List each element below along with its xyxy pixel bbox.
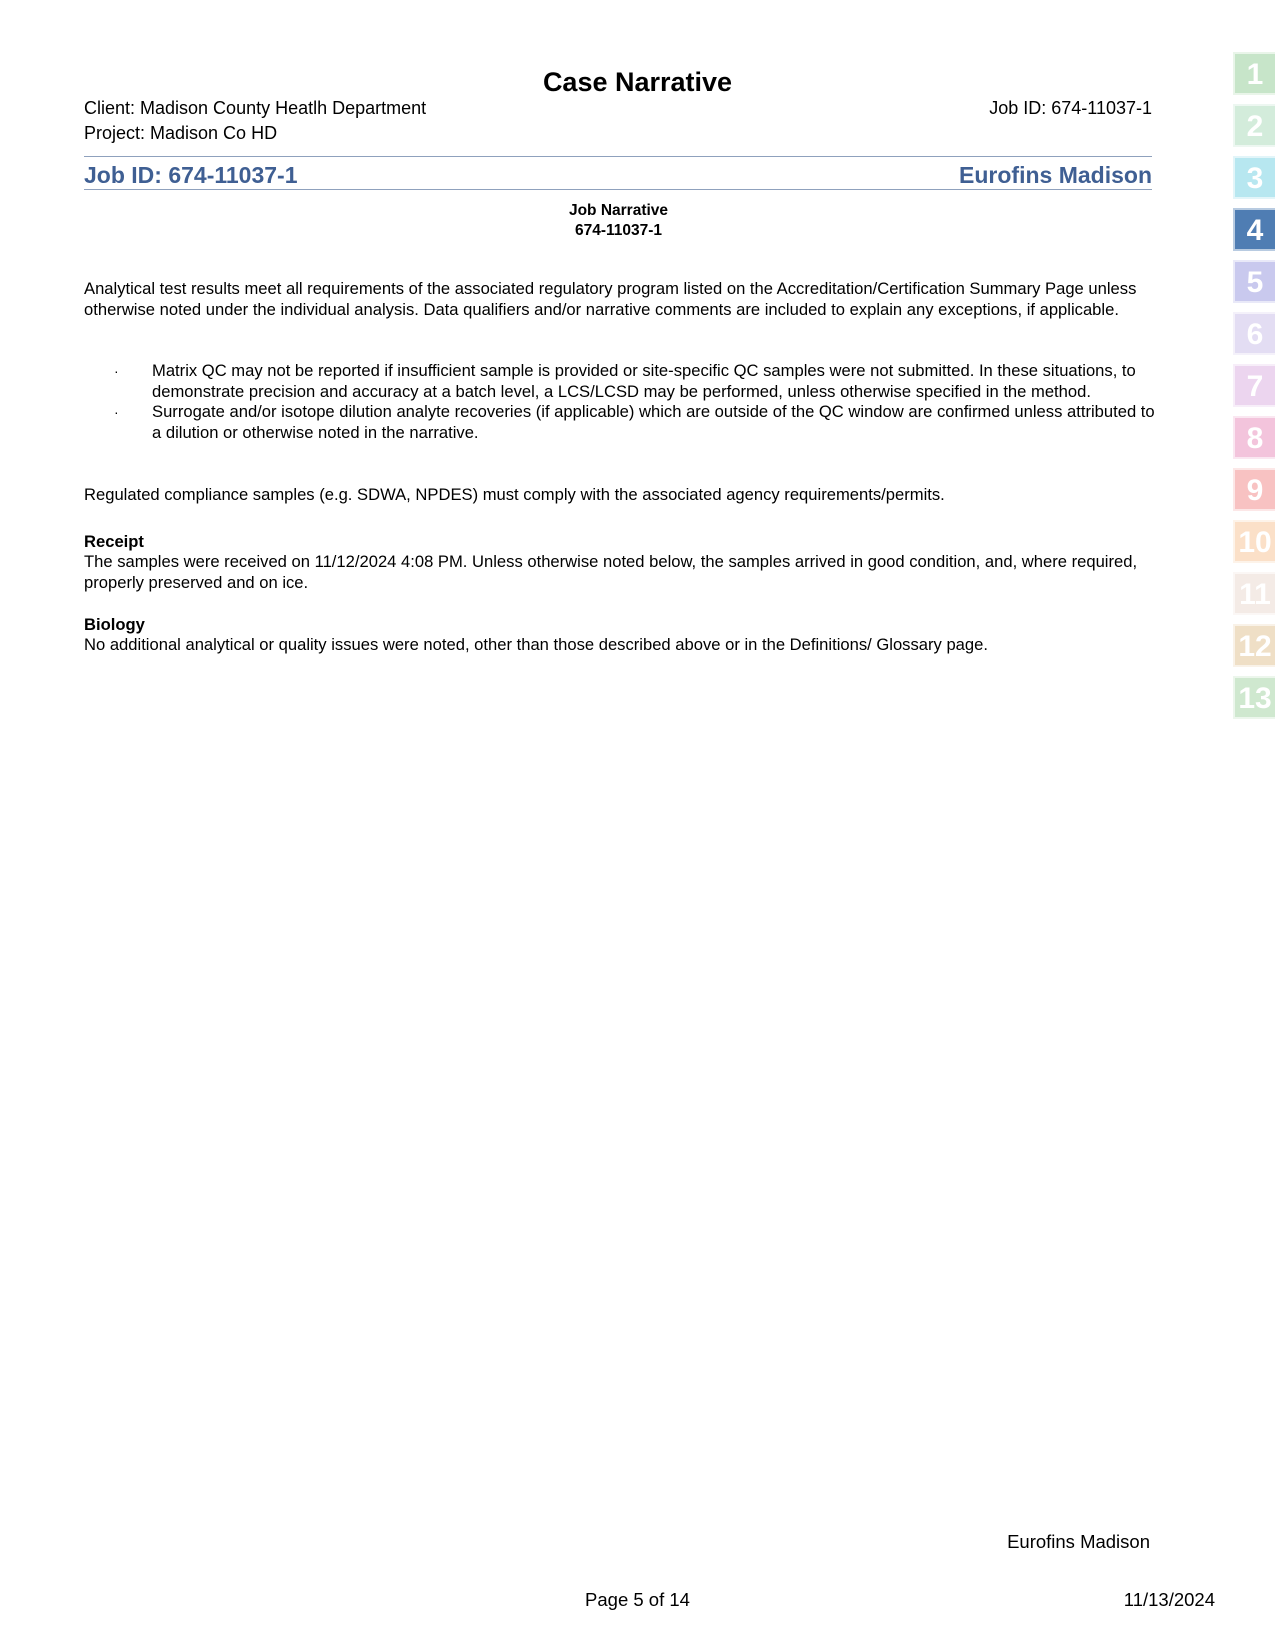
biology-heading: Biology (84, 615, 145, 634)
page-number: Page 5 of 14 (585, 1589, 690, 1610)
bullet-marker: · (114, 363, 119, 379)
receipt-text: The samples were received on 11/12/2024 4:08 PM. Unless otherwise noted below, the samples arrived in good condition, and, where required, properly preserved and on ice. (84, 552, 1138, 592)
section-tab-5[interactable]: 5 (1233, 260, 1275, 303)
section-tab-9[interactable]: 9 (1233, 468, 1275, 511)
section-tab-11[interactable]: 11 (1233, 572, 1275, 615)
narrative-id: 674-11037-1 (574, 222, 663, 239)
bullet-text: Matrix QC may not be reported if insufficient sample is provided or site-specific QC samples were not submitted. In these situations, to demonstrate precision and accuracy at a batch level, a LCS/LCSD may be performed, unless otherwise specified in the method. (152, 361, 1136, 401)
narrative-title: Job Narrative (568, 202, 669, 219)
section-tab-13[interactable]: 13 (1233, 676, 1275, 719)
narrative-bullet-list (84, 361, 1164, 443)
footer-date: 11/13/2024 (1123, 1589, 1215, 1610)
bullet-marker: · (114, 404, 119, 420)
header-job-id: Job ID: 674-11037-1 (989, 98, 1152, 118)
bullet-text: Surrogate and/or isotope dilution analyte recoveries (if applicable) which are outside of the QC window are confirmed unless attributed to a dilution or otherwise noted in the narrative. (152, 402, 1155, 442)
section-tab-8[interactable]: 8 (1233, 416, 1275, 459)
section-tab-1[interactable]: 1 (1233, 52, 1275, 95)
page-title: Case Narrative (542, 67, 733, 97)
client-name: Client: Madison County Heatlh Department (84, 98, 427, 118)
narrative-intro: Analytical test results meet all requirements of the associated regulatory program listed on the Accreditation/Certification Summary Page unless otherwise noted under the individual analysis. Data qualifiers and/or narrative comments are included to explain any exceptions, if applicable. (84, 279, 1137, 319)
section-tabs (1233, 52, 1275, 728)
footer-lab-name: Eurofins Madison (1007, 1531, 1150, 1552)
project-name: Project: Madison Co HD (84, 123, 278, 143)
list-item (84, 361, 1164, 402)
header-bar-lab-name: Eurofins Madison (959, 162, 1152, 188)
header-bar-job-id: Job ID: 674-11037-1 (84, 162, 298, 188)
section-tab-7[interactable]: 7 (1233, 364, 1275, 407)
section-tab-2[interactable]: 2 (1233, 104, 1275, 147)
header-rule-bottom (84, 189, 1152, 190)
section-tab-6[interactable]: 6 (1233, 312, 1275, 355)
biology-text: No additional analytical or quality issues were noted, other than those described above or in the Definitions/ Glossary page. (84, 635, 988, 654)
section-tab-3[interactable]: 3 (1233, 156, 1275, 199)
header-rule-top (84, 156, 1152, 157)
list-item (84, 402, 1164, 443)
receipt-heading: Receipt (84, 532, 144, 551)
section-tab-4[interactable]: 4 (1233, 208, 1275, 251)
section-tab-10[interactable]: 10 (1233, 520, 1275, 563)
regulated-note: Regulated compliance samples (e.g. SDWA, NPDES) must comply with the associated agency requirements/permits. (84, 485, 945, 504)
section-tab-12[interactable]: 12 (1233, 624, 1275, 667)
